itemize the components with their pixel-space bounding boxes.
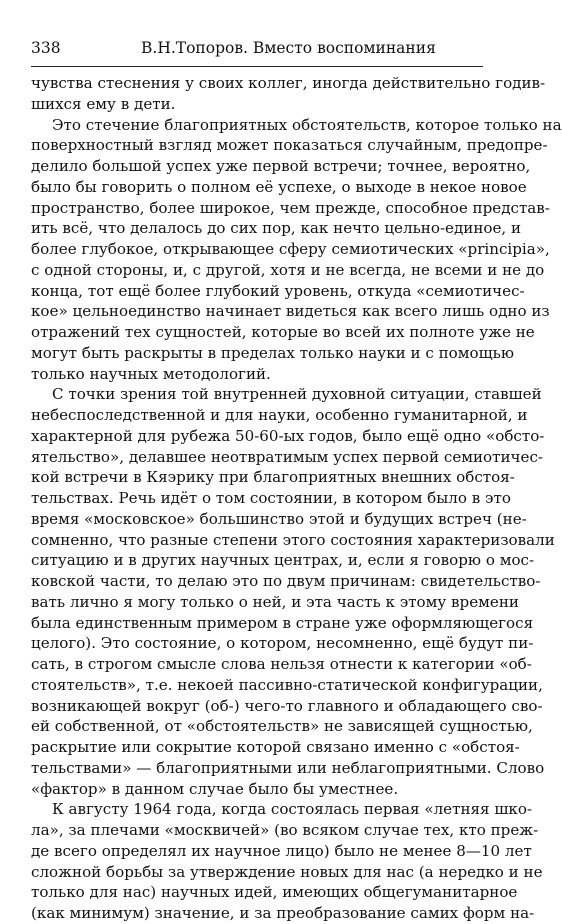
text-line: более глубокое, открывающее сферу семиотических «principia»,: [31, 240, 550, 258]
text-line: возникающей вокруг (об-) чего-то главного и обладающего сво-: [31, 696, 543, 715]
text-line: К августу 1964 года, когда состоялась первая «летняя шко-: [52, 800, 533, 819]
text-line: небеспоследственной и для науки, особенно гуманитарной, и: [31, 406, 528, 424]
text-line: делило большой успех уже первой встречи; точнее, вероятно,: [31, 157, 531, 175]
text-line: ситуацию и в других научных центрах, и, если я говорю о мос-: [31, 551, 535, 570]
text-line: кое» цельноединство начинает видеться как всего лишь одно из: [31, 302, 550, 321]
text-line: раскрытие или сокрытие которой связано именно с «обстоя-: [31, 738, 520, 756]
header-rule: [31, 66, 483, 67]
text-line: было бы говорить о полном её успехе, о выходе в некое новое: [31, 177, 527, 196]
text-line: сать, в строгом смысле слова нельзя отнести к категории «об-: [31, 655, 532, 673]
text-line: де всего определял их научное лицо) было не менее 8—10 лет: [31, 841, 532, 860]
text-line: время «московское» большинство этой и будущих встреч (не-: [31, 509, 527, 528]
text-line: поверхностный взгляд может показаться случайным, предопре-: [31, 136, 548, 155]
text-line: была единственным примером в стране уже оформляющегося: [31, 613, 534, 632]
text-line: сложной борьбы за утверждение новых для нас (а нередко и не: [31, 862, 543, 881]
text-line: с одной стороны, и, с другой, хотя и не всегда, не всеми и не до: [31, 260, 545, 279]
text-line: кой встречи в Кяэрику при благоприятных внешних обстоя-: [31, 468, 515, 487]
text-line: тельствах. Речь идёт о том состоянии, в котором было в это: [31, 489, 511, 507]
text-line: стоятельств», т.е. некоей пассивно-статической конфигурации,: [31, 675, 543, 694]
text-line: характерной для рубежа 50-60-ых годов, было ещё одно «обсто-: [31, 426, 545, 445]
page-number: 338: [31, 39, 61, 57]
text-line: ковской части, то делаю это по двум причинам: свидетельство-: [31, 572, 541, 590]
text-line: целого). Это состояние, о котором, несомненно, ещё будут пи-: [31, 634, 534, 653]
text-line: шихся ему в дети.: [31, 94, 176, 113]
text-line: могут быть раскрыты в пределах только науки и с помощью: [31, 343, 514, 362]
text-line: отражений тех сущностей, которые во всей их полноте уже не: [31, 323, 535, 341]
text-line: ей собственной, от «обстоятельств» не зависящей сущностью,: [31, 717, 533, 736]
text-line: пространство, более широкое, чем прежде, способное представ-: [31, 198, 550, 217]
text-line: тельствами» — благоприятными или неблагоприятными. Слово: [31, 758, 545, 777]
text-line: ла», за плечами «москвичей» (во всяком случае тех, кто преж-: [31, 821, 539, 839]
text-line: «фактор» в данном случае было бы уместнее.: [31, 779, 399, 798]
text-line: ятельство», делавшее неотвратимым успех первой семиотичес-: [31, 447, 544, 466]
body-text: [31, 73, 562, 924]
page-header: [31, 38, 483, 60]
text-line: вать лично я могу только о ней, и эта часть к этому времени: [31, 592, 519, 611]
text-line: чувства стеснения у своих коллег, иногда действительно годив-: [31, 74, 546, 92]
text-line: конца, тот ещё более глубокий уровень, откуда «семиотичес-: [31, 281, 525, 300]
text-line: только для нас) научных идей, имеющих общегуманитарное: [31, 883, 518, 902]
text-line: ить всё, что делалось до сих пор, как нечто цельно-единое, и: [31, 219, 522, 238]
text-line: сомненно, что разные степени этого состояния характеризовали: [31, 530, 555, 549]
text-line: только научных методологий.: [31, 364, 271, 383]
text-line: Это стечение благоприятных обстоятельств, которое только на: [52, 115, 562, 134]
text-line: (как минимум) значение, и за преобразование самих форм на-: [31, 904, 535, 922]
running-head: В.Н.Топоров. Вместо воспоминания: [141, 39, 436, 57]
text-line: С точки зрения той внутренней духовной ситуации, ставшей: [52, 385, 542, 404]
